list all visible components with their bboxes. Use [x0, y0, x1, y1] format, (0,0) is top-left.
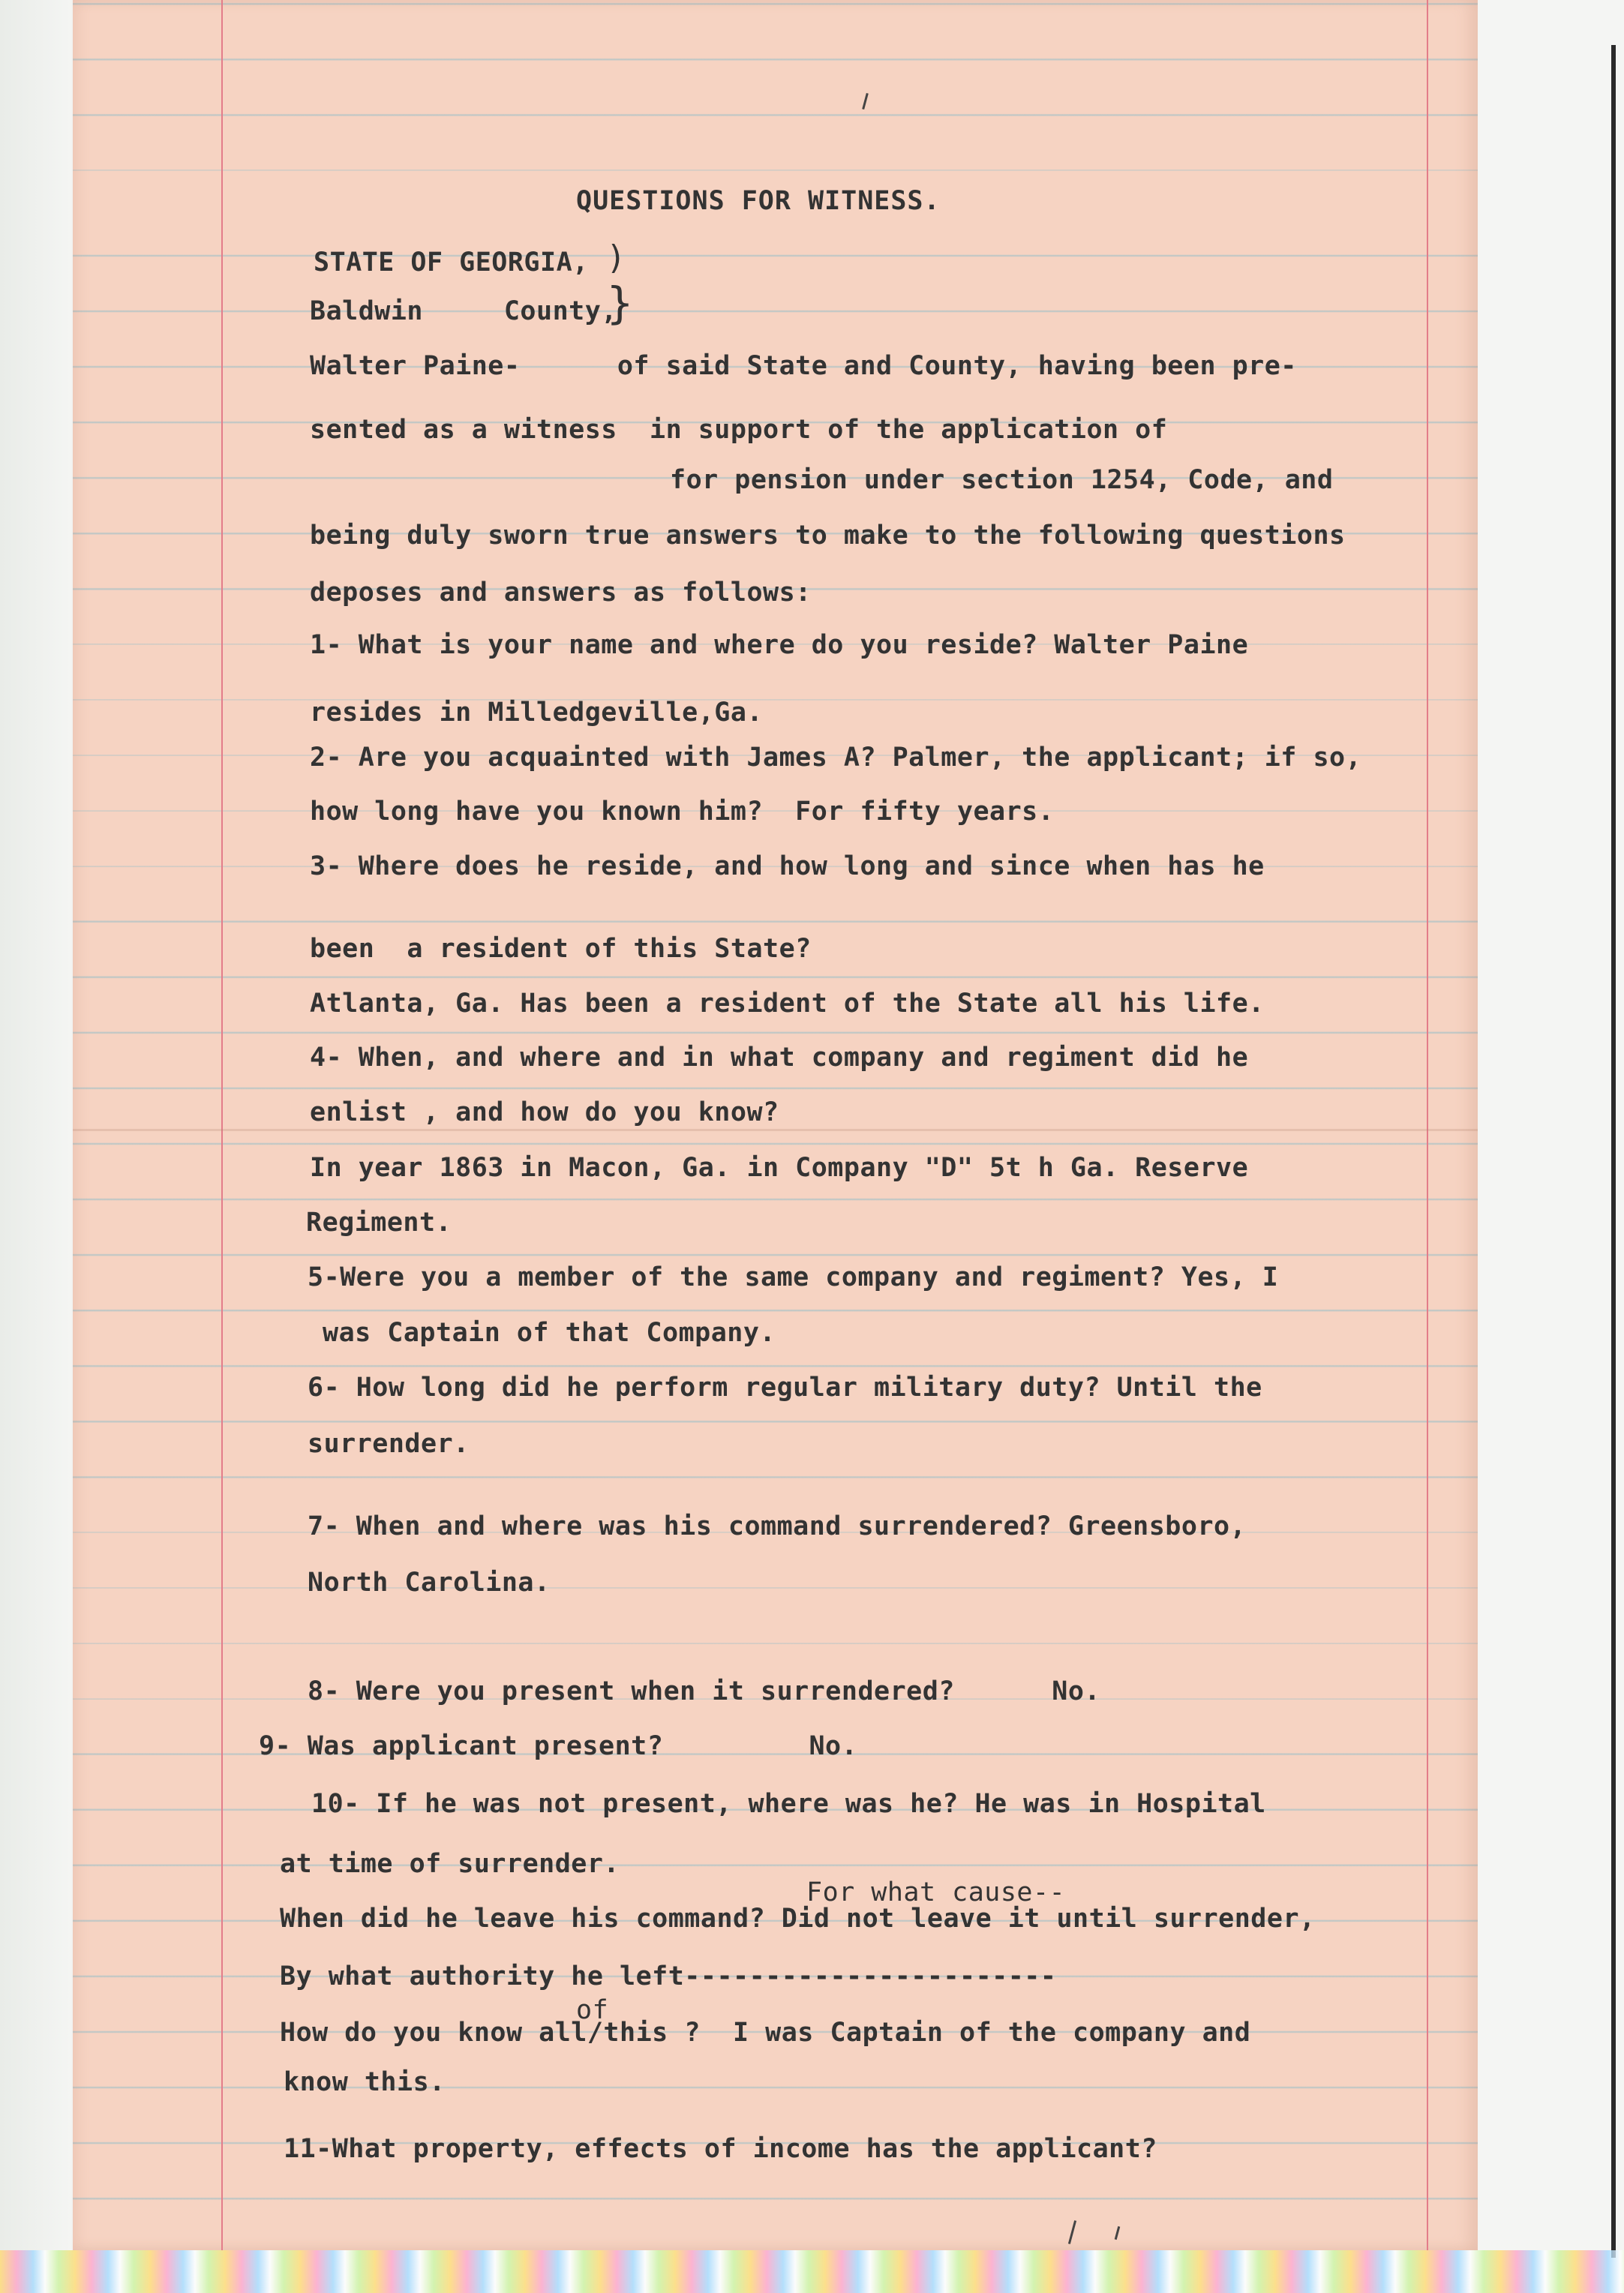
- answer-3: Atlanta, Ga. Has been a resident of the State all his life.: [310, 989, 1265, 1019]
- question-9: 9- Was applicant present? No.: [259, 1731, 858, 1761]
- intro-line-3: for pension under section 1254, Code, and: [670, 465, 1334, 495]
- intro-line-5: deposes and answers as follows:: [310, 578, 812, 608]
- right-margin-line: [1427, 0, 1428, 2250]
- how-know-line: How do you know all/this ? I was Captain of the company and: [280, 2018, 1251, 2048]
- question-5: 5-Were you a member of the same company and regiment? Yes, I: [308, 1262, 1279, 1292]
- left-margin-line: [221, 0, 223, 2250]
- cause-line: For what cause--: [806, 1877, 1066, 1907]
- answer-4: In year 1863 in Macon, Ga. in Company "D" 5t h Ga. Reserve: [310, 1153, 1249, 1183]
- intro-line-2: sented as a witness in support of the application of: [310, 415, 1168, 445]
- answer-7: North Carolina.: [308, 1568, 551, 1598]
- authority-line: By what authority he left-----------------------: [280, 1961, 1057, 1991]
- answer-1: resides in Milledgeville,Ga.: [310, 698, 764, 728]
- scanner-edge: [1611, 45, 1616, 2258]
- question-3: 3- Where does he reside, and how long and since when has he: [310, 851, 1265, 881]
- leave-command-line: When did he leave his command? Did not leave it until surrender,: [280, 1904, 1316, 1934]
- scan-artifact-strip: [0, 2250, 1624, 2293]
- document-title: QUESTIONS FOR WITNESS.: [576, 186, 941, 216]
- question-4-cont: enlist , and how do you know?: [310, 1097, 779, 1127]
- intro-line-4: being duly sworn true answers to make to the following questions: [310, 521, 1346, 551]
- question-11: 11-What property, effects of income has the applicant?: [284, 2134, 1157, 2164]
- question-6: 6- How long did he perform regular military duty? Until the: [308, 1373, 1262, 1403]
- question-10: 10- If he was not present, where was he? He was in Hospital: [311, 1789, 1266, 1819]
- question-7: 7- When and where was his command surrendered? Greensboro,: [308, 1511, 1247, 1541]
- question-3-cont: been a resident of this State?: [310, 934, 812, 964]
- answer-4-cont: Regiment.: [306, 1208, 452, 1238]
- brace-bottom: }: [606, 278, 635, 329]
- question-4: 4- When, and where and in what company and regiment did he: [310, 1043, 1249, 1073]
- answer-10: at time of surrender.: [280, 1849, 620, 1879]
- state-line: STATE OF GEORGIA,: [314, 248, 589, 278]
- answer-5: was Captain of that Company.: [323, 1318, 776, 1348]
- question-2: 2- Are you acquainted with James A? Palmer, the applicant; if so,: [310, 743, 1362, 773]
- interlinear-of: of: [576, 1995, 609, 2025]
- question-1: 1- What is your name and where do you reside? Walter Paine: [310, 630, 1249, 660]
- answer-6: surrender.: [308, 1429, 470, 1459]
- question-8: 8- Were you present when it surrendered? No.: [308, 1676, 1101, 1706]
- how-know-answer: know this.: [284, 2067, 446, 2097]
- paper-fold: [73, 1129, 1478, 1131]
- brace-top: ): [609, 239, 623, 277]
- answer-2: how long have you known him? For fifty years.: [310, 797, 1055, 827]
- county-line: Baldwin County,: [310, 296, 617, 326]
- intro-line-1: Walter Paine- of said State and County, having been pre-: [310, 351, 1297, 381]
- scanner-bed-right: [1478, 0, 1624, 2293]
